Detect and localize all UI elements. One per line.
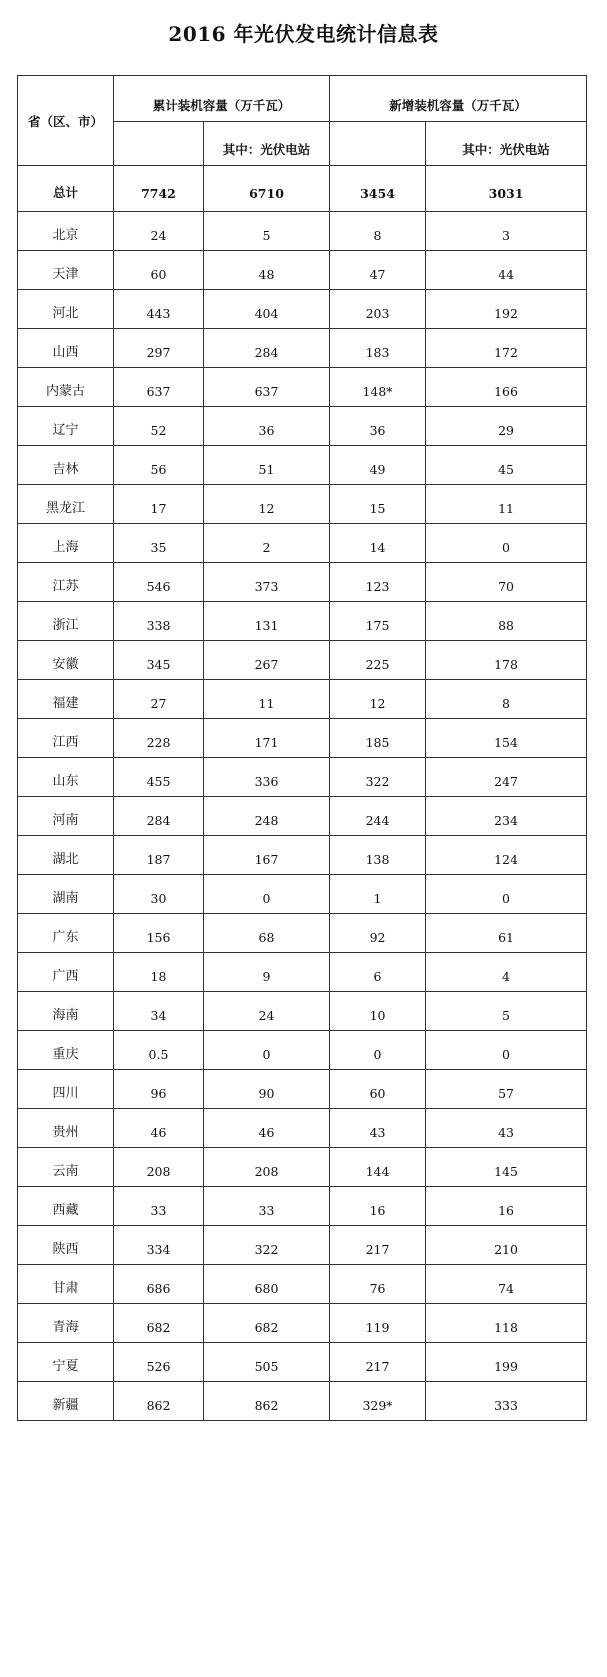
province-name-cell: 广西 — [18, 953, 114, 992]
cumulative-capacity-cell: 208 — [114, 1148, 204, 1187]
cumulative-capacity-cell: 46 — [114, 1109, 204, 1148]
total-new-pv: 3031 — [426, 166, 587, 212]
province-name-cell: 浙江 — [18, 602, 114, 641]
new-capacity-cell: 76 — [330, 1265, 426, 1304]
cumulative-capacity-cell: 17 — [114, 485, 204, 524]
cumulative-capacity-cell: 0.5 — [114, 1031, 204, 1070]
table-row — [18, 446, 587, 485]
new-capacity-cell: 15 — [330, 485, 426, 524]
new-pv-capacity-cell: 178 — [426, 641, 587, 680]
new-capacity-cell: 175 — [330, 602, 426, 641]
total-row — [18, 166, 587, 212]
table-row — [18, 641, 587, 680]
table-row — [18, 875, 587, 914]
province-name-cell: 西藏 — [18, 1187, 114, 1226]
new-pv-capacity-cell: 0 — [426, 1031, 587, 1070]
new-pv-capacity-cell: 8 — [426, 680, 587, 719]
new-capacity-cell: 138 — [330, 836, 426, 875]
new-capacity-cell: 148* — [330, 368, 426, 407]
cumulative-pv-capacity-cell: 36 — [204, 407, 330, 446]
table-row — [18, 836, 587, 875]
cumulative-capacity-cell: 60 — [114, 251, 204, 290]
new-pv-capacity-cell: 11 — [426, 485, 587, 524]
province-name-cell: 湖北 — [18, 836, 114, 875]
new-spacer — [330, 122, 426, 166]
province-name-cell: 宁夏 — [18, 1343, 114, 1382]
new-pv-capacity-cell: 124 — [426, 836, 587, 875]
cumulative-pv-capacity-cell: 171 — [204, 719, 330, 758]
total-label: 总计 — [18, 166, 114, 212]
province-name-cell: 新疆 — [18, 1382, 114, 1421]
cumulative-capacity-cell: 297 — [114, 329, 204, 368]
new-pv-capacity-cell: 3 — [426, 212, 587, 251]
cumulative-pv-capacity-cell: 11 — [204, 680, 330, 719]
new-pv-capacity-cell: 5 — [426, 992, 587, 1031]
total-cumulative: 7742 — [114, 166, 204, 212]
cumulative-pv-capacity-cell: 12 — [204, 485, 330, 524]
cumulative-pv-capacity-cell: 248 — [204, 797, 330, 836]
cumulative-pv-capacity-cell: 208 — [204, 1148, 330, 1187]
province-name-cell: 四川 — [18, 1070, 114, 1109]
cumulative-pv-capacity-cell: 5 — [204, 212, 330, 251]
cumulative-capacity-cell: 284 — [114, 797, 204, 836]
new-pv-station-header: 其中：光伏电站 — [426, 122, 587, 166]
cumulative-pv-capacity-cell: 33 — [204, 1187, 330, 1226]
table-row — [18, 212, 587, 251]
cumulative-capacity-cell: 33 — [114, 1187, 204, 1226]
new-pv-capacity-cell: 44 — [426, 251, 587, 290]
new-pv-capacity-cell: 61 — [426, 914, 587, 953]
cumulative-pv-capacity-cell: 373 — [204, 563, 330, 602]
cumulative-capacity-cell: 187 — [114, 836, 204, 875]
cumulative-capacity-cell: 34 — [114, 992, 204, 1031]
cumulative-capacity-cell: 682 — [114, 1304, 204, 1343]
table-row — [18, 1109, 587, 1148]
table-row — [18, 1187, 587, 1226]
province-name-cell: 贵州 — [18, 1109, 114, 1148]
new-pv-capacity-cell: 74 — [426, 1265, 587, 1304]
table-row — [18, 914, 587, 953]
table-row — [18, 1148, 587, 1187]
new-capacity-cell: 36 — [330, 407, 426, 446]
table-row — [18, 602, 587, 641]
cumulative-capacity-cell: 862 — [114, 1382, 204, 1421]
new-pv-capacity-cell: 172 — [426, 329, 587, 368]
new-capacity-cell: 119 — [330, 1304, 426, 1343]
cumulative-capacity-cell: 156 — [114, 914, 204, 953]
province-name-cell: 天津 — [18, 251, 114, 290]
new-capacity-cell: 185 — [330, 719, 426, 758]
new-capacity-cell: 0 — [330, 1031, 426, 1070]
province-header: 省（区、市） — [18, 76, 114, 166]
new-capacity-cell: 329* — [330, 1382, 426, 1421]
new-pv-capacity-cell: 88 — [426, 602, 587, 641]
new-pv-capacity-cell: 45 — [426, 446, 587, 485]
cumulative-capacity-cell: 96 — [114, 1070, 204, 1109]
table-row — [18, 368, 587, 407]
table-row — [18, 1265, 587, 1304]
new-pv-capacity-cell: 234 — [426, 797, 587, 836]
table-row — [18, 1070, 587, 1109]
new-capacity-header: 新增装机容量（万千瓦） — [330, 76, 587, 122]
cumulative-pv-capacity-cell: 682 — [204, 1304, 330, 1343]
new-capacity-cell: 144 — [330, 1148, 426, 1187]
cumulative-capacity-cell: 35 — [114, 524, 204, 563]
cumulative-capacity-cell: 24 — [114, 212, 204, 251]
cumulative-pv-capacity-cell: 404 — [204, 290, 330, 329]
cumulative-pv-capacity-cell: 284 — [204, 329, 330, 368]
new-pv-capacity-cell: 210 — [426, 1226, 587, 1265]
cumulative-pv-capacity-cell: 51 — [204, 446, 330, 485]
cumulative-pv-station-header: 其中：光伏电站 — [204, 122, 330, 166]
new-capacity-cell: 217 — [330, 1226, 426, 1265]
new-capacity-cell: 10 — [330, 992, 426, 1031]
new-pv-capacity-cell: 118 — [426, 1304, 587, 1343]
new-pv-capacity-cell: 29 — [426, 407, 587, 446]
new-pv-capacity-cell: 43 — [426, 1109, 587, 1148]
new-capacity-cell: 49 — [330, 446, 426, 485]
cumulative-pv-capacity-cell: 167 — [204, 836, 330, 875]
new-capacity-cell: 6 — [330, 953, 426, 992]
table-row — [18, 719, 587, 758]
province-name-cell: 山西 — [18, 329, 114, 368]
cumulative-capacity-cell: 455 — [114, 758, 204, 797]
cumulative-pv-capacity-cell: 680 — [204, 1265, 330, 1304]
new-pv-capacity-cell: 247 — [426, 758, 587, 797]
new-pv-capacity-cell: 192 — [426, 290, 587, 329]
table-row — [18, 563, 587, 602]
cumulative-capacity-cell: 334 — [114, 1226, 204, 1265]
new-capacity-cell: 203 — [330, 290, 426, 329]
new-capacity-cell: 14 — [330, 524, 426, 563]
cumulative-pv-capacity-cell: 9 — [204, 953, 330, 992]
new-capacity-cell: 225 — [330, 641, 426, 680]
province-name-cell: 安徽 — [18, 641, 114, 680]
cumulative-capacity-cell: 56 — [114, 446, 204, 485]
table-row — [18, 680, 587, 719]
new-capacity-cell: 16 — [330, 1187, 426, 1226]
province-name-cell: 黑龙江 — [18, 485, 114, 524]
province-name-cell: 吉林 — [18, 446, 114, 485]
cumulative-capacity-cell: 526 — [114, 1343, 204, 1382]
total-new: 3454 — [330, 166, 426, 212]
cumulative-pv-capacity-cell: 2 — [204, 524, 330, 563]
cumulative-pv-capacity-cell: 90 — [204, 1070, 330, 1109]
new-capacity-cell: 217 — [330, 1343, 426, 1382]
new-capacity-cell: 8 — [330, 212, 426, 251]
page-title: 2016 年光伏发电统计信息表 — [168, 22, 439, 46]
province-name-cell: 广东 — [18, 914, 114, 953]
cumulative-pv-capacity-cell: 267 — [204, 641, 330, 680]
new-pv-capacity-cell: 166 — [426, 368, 587, 407]
total-cumulative-pv: 6710 — [204, 166, 330, 212]
header-row-1 — [18, 76, 587, 122]
new-capacity-cell: 92 — [330, 914, 426, 953]
cumulative-pv-capacity-cell: 48 — [204, 251, 330, 290]
province-name-cell: 云南 — [18, 1148, 114, 1187]
new-capacity-cell: 60 — [330, 1070, 426, 1109]
cumulative-capacity-cell: 345 — [114, 641, 204, 680]
table-row — [18, 524, 587, 563]
new-capacity-cell: 47 — [330, 251, 426, 290]
new-capacity-cell: 183 — [330, 329, 426, 368]
table-row — [18, 251, 587, 290]
new-capacity-cell: 1 — [330, 875, 426, 914]
cumulative-capacity-cell: 30 — [114, 875, 204, 914]
table-row — [18, 992, 587, 1031]
table-row — [18, 1031, 587, 1070]
cumulative-pv-capacity-cell: 0 — [204, 1031, 330, 1070]
new-capacity-cell: 322 — [330, 758, 426, 797]
cumulative-pv-capacity-cell: 68 — [204, 914, 330, 953]
province-name-cell: 陕西 — [18, 1226, 114, 1265]
new-pv-capacity-cell: 199 — [426, 1343, 587, 1382]
province-name-cell: 辽宁 — [18, 407, 114, 446]
province-name-cell: 河北 — [18, 290, 114, 329]
table-row — [18, 1343, 587, 1382]
cumulative-capacity-cell: 443 — [114, 290, 204, 329]
table-row — [18, 1382, 587, 1421]
new-pv-capacity-cell: 154 — [426, 719, 587, 758]
cumulative-capacity-header: 累计装机容量（万千瓦） — [114, 76, 330, 122]
province-name-cell: 青海 — [18, 1304, 114, 1343]
province-name-cell: 北京 — [18, 212, 114, 251]
province-name-cell: 上海 — [18, 524, 114, 563]
new-pv-capacity-cell: 0 — [426, 875, 587, 914]
province-name-cell: 河南 — [18, 797, 114, 836]
cumulative-capacity-cell: 686 — [114, 1265, 204, 1304]
table-row — [18, 485, 587, 524]
new-pv-capacity-cell: 333 — [426, 1382, 587, 1421]
cumulative-capacity-cell: 27 — [114, 680, 204, 719]
table-row — [18, 329, 587, 368]
province-name-cell: 江西 — [18, 719, 114, 758]
cumulative-capacity-cell: 637 — [114, 368, 204, 407]
cumulative-pv-capacity-cell: 0 — [204, 875, 330, 914]
province-name-cell: 内蒙古 — [18, 368, 114, 407]
cumulative-capacity-cell: 546 — [114, 563, 204, 602]
cumulative-capacity-cell: 18 — [114, 953, 204, 992]
table-row — [18, 758, 587, 797]
table-row — [18, 407, 587, 446]
province-name-cell: 重庆 — [18, 1031, 114, 1070]
table-row — [18, 290, 587, 329]
new-pv-capacity-cell: 4 — [426, 953, 587, 992]
province-name-cell: 海南 — [18, 992, 114, 1031]
cumulative-pv-capacity-cell: 131 — [204, 602, 330, 641]
cumulative-pv-capacity-cell: 505 — [204, 1343, 330, 1382]
new-capacity-cell: 123 — [330, 563, 426, 602]
province-name-cell: 福建 — [18, 680, 114, 719]
new-capacity-cell: 244 — [330, 797, 426, 836]
cumulative-pv-capacity-cell: 24 — [204, 992, 330, 1031]
province-name-cell: 江苏 — [18, 563, 114, 602]
new-capacity-cell: 12 — [330, 680, 426, 719]
pv-statistics-table — [17, 75, 587, 1421]
cumulative-pv-capacity-cell: 637 — [204, 368, 330, 407]
province-name-cell: 山东 — [18, 758, 114, 797]
table-row — [18, 797, 587, 836]
cumulative-pv-capacity-cell: 46 — [204, 1109, 330, 1148]
new-pv-capacity-cell: 57 — [426, 1070, 587, 1109]
new-pv-capacity-cell: 16 — [426, 1187, 587, 1226]
new-pv-capacity-cell: 0 — [426, 524, 587, 563]
new-pv-capacity-cell: 70 — [426, 563, 587, 602]
table-row — [18, 1304, 587, 1343]
table-row — [18, 953, 587, 992]
cumulative-capacity-cell: 338 — [114, 602, 204, 641]
cumulative-spacer — [114, 122, 204, 166]
cumulative-pv-capacity-cell: 336 — [204, 758, 330, 797]
new-capacity-cell: 43 — [330, 1109, 426, 1148]
cumulative-capacity-cell: 52 — [114, 407, 204, 446]
province-name-cell: 甘肃 — [18, 1265, 114, 1304]
cumulative-capacity-cell: 228 — [114, 719, 204, 758]
new-pv-capacity-cell: 145 — [426, 1148, 587, 1187]
province-name-cell: 湖南 — [18, 875, 114, 914]
cumulative-pv-capacity-cell: 862 — [204, 1382, 330, 1421]
cumulative-pv-capacity-cell: 322 — [204, 1226, 330, 1265]
table-row — [18, 1226, 587, 1265]
